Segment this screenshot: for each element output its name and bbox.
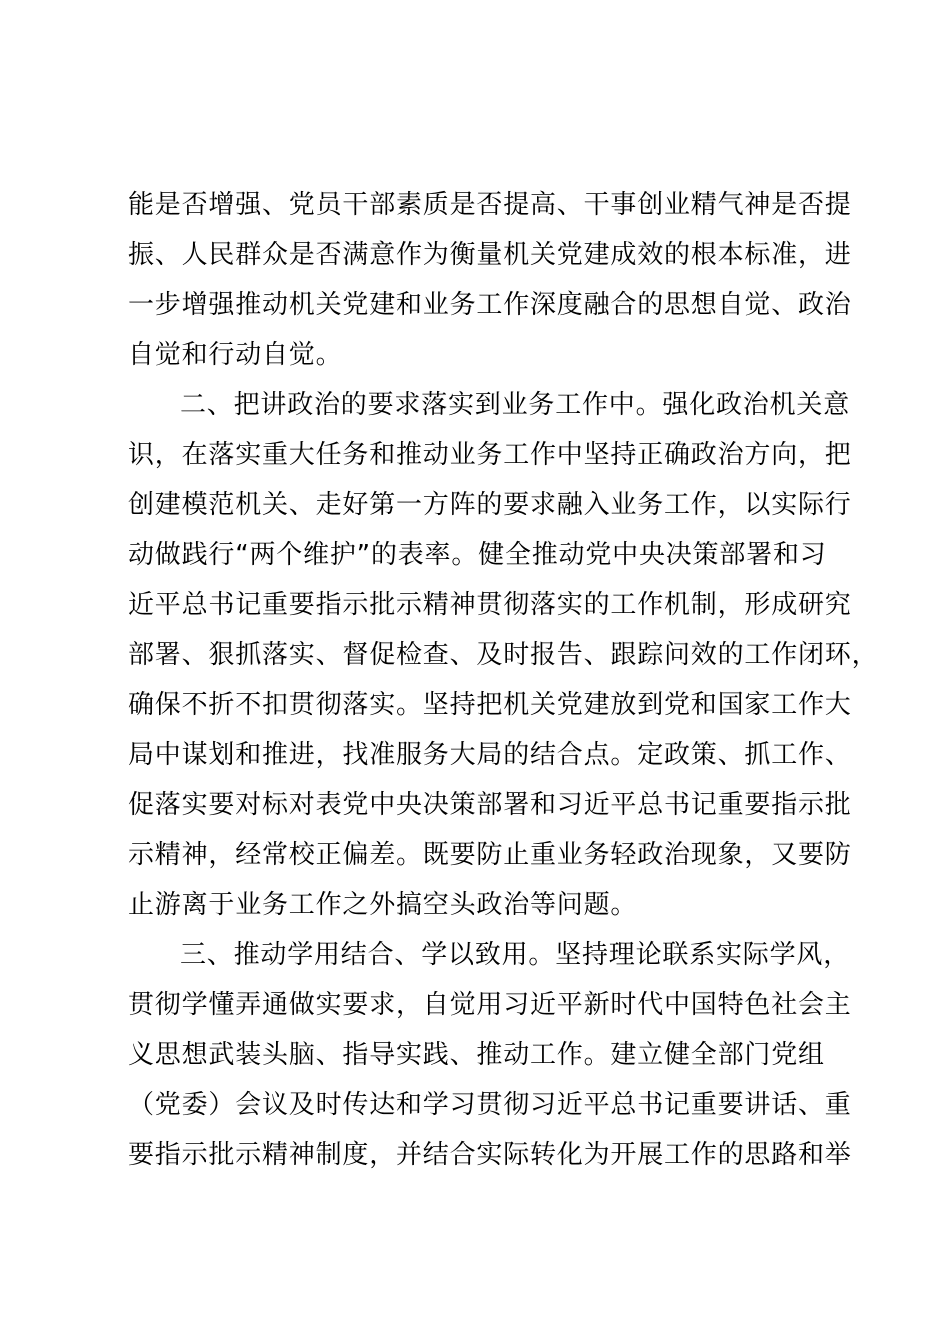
text-line: 止游离于业务工作之外搞空头政治等问题。 <box>128 890 638 920</box>
text-line: （党委）会议及时传达和学习贯彻习近平总书记重要讲话、重 <box>128 1090 852 1120</box>
text-line: 部署、狠抓落实、督促检查、及时报告、跟踪问效的工作闭环， <box>128 640 879 670</box>
paragraph-heading-line: 三、推动学用结合、学以致用。坚持理论联系实际学风， <box>180 940 851 970</box>
text-line: 示精神，经常校正偏差。既要防止重业务轻政治现象，又要防 <box>128 840 852 870</box>
text-line: 确保不折不扣贯彻落实。坚持把机关党建放到党和国家工作大 <box>128 690 852 720</box>
text-line: 要指示批示精神制度，并结合实际转化为开展工作的思路和举 <box>128 1140 852 1170</box>
text-line: 贯彻学懂弄通做实要求，自觉用习近平新时代中国特色社会主 <box>128 990 852 1020</box>
text-line: 振、人民群众是否满意作为衡量机关党建成效的根本标准，进 <box>128 240 852 270</box>
text-line: 近平总书记重要指示批示精神贯彻落实的工作机制，形成研究 <box>128 590 852 620</box>
text-line: 一步增强推动机关党建和业务工作深度融合的思想自觉、政治 <box>128 290 852 320</box>
text-line: 自觉和行动自觉。 <box>128 340 343 370</box>
text-line: 动做践行“两个维护”的表率。健全推动党中央决策部署和习 <box>128 540 827 570</box>
text-line: 创建模范机关、走好第一方阵的要求融入业务工作，以实际行 <box>128 490 852 520</box>
text-line: 识，在落实重大任务和推动业务工作中坚持正确政治方向，把 <box>128 440 852 470</box>
text-line: 促落实要对标对表党中央决策部署和习近平总书记重要指示批 <box>128 790 852 820</box>
text-line: 义思想武装头脑、指导实践、推动工作。建立健全部门党组 <box>128 1040 825 1070</box>
paragraph-heading-line: 二、把讲政治的要求落实到业务工作中。强化政治机关意 <box>180 390 851 420</box>
text-line: 能是否增强、党员干部素质是否提高、干事创业精气神是否提 <box>128 190 852 220</box>
text-line: 局中谋划和推进，找准服务大局的结合点。定政策、抓工作、 <box>128 740 852 770</box>
